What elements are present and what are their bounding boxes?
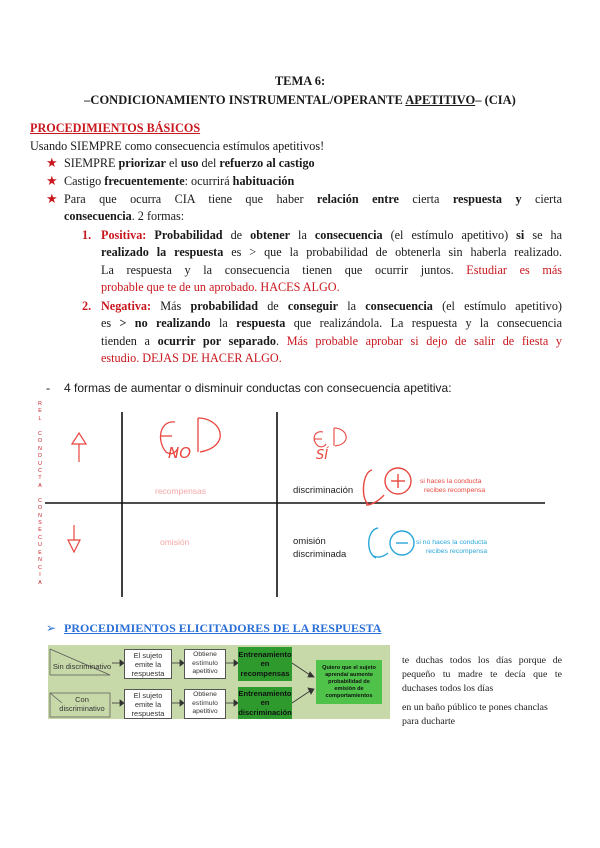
row1-box3: Entrenamiento en recompensas bbox=[238, 647, 292, 681]
note-plus-line-1: si haces la conducta bbox=[420, 478, 482, 485]
row1-label: Sin discriminativo bbox=[52, 661, 112, 671]
side-label-char: E bbox=[38, 527, 42, 534]
text-run: la bbox=[210, 316, 237, 331]
note-2-line: para ducharte bbox=[402, 715, 456, 727]
text-run: Más bbox=[151, 299, 191, 313]
text-run: la bbox=[338, 299, 366, 313]
text-run: probabilidad bbox=[190, 299, 258, 313]
text-run: refuerzo al castigo bbox=[219, 156, 315, 170]
dash-marker: - bbox=[46, 381, 51, 395]
note-1-line: te duchas todos los días porque de bbox=[402, 655, 562, 666]
note-1 bbox=[402, 654, 562, 695]
intro-text: Usando SIEMPRE como consecuencia estímulos apetitivos! bbox=[30, 139, 325, 153]
title-line-2-underlined: APETITIVO bbox=[405, 93, 476, 107]
row1-box2: Obtiene estímulo apetitivo bbox=[184, 649, 226, 679]
section-heading-basicos: PROCEDIMIENTOS BÁSICOS bbox=[30, 121, 201, 135]
diagram-heading: 4 formas de aumentar o disminuir conductas con consecuencia apetitiva: bbox=[64, 381, 452, 395]
text-run: > no realizando bbox=[119, 316, 211, 331]
note-2 bbox=[402, 701, 562, 729]
side-label-char: T bbox=[38, 475, 42, 482]
text-run: que realizándola. La respuesta y la consecuencia bbox=[285, 316, 563, 331]
side-label-char: U bbox=[38, 542, 42, 549]
side-label-char: A bbox=[38, 482, 42, 489]
text-run: Probabilidad bbox=[154, 228, 223, 242]
text-run: de bbox=[258, 299, 288, 313]
text-run: se ha bbox=[524, 228, 562, 242]
text-run: Positiva: bbox=[101, 228, 147, 242]
side-label-char: O bbox=[37, 438, 43, 445]
text-run: tienden a bbox=[101, 333, 158, 348]
quadrant-omision-disc-line-1: omisión bbox=[293, 536, 326, 547]
text-run: (el estímulo apetitivo) bbox=[382, 228, 517, 242]
side-label-char: C bbox=[38, 564, 42, 571]
star-icon: ★ bbox=[46, 173, 58, 188]
side-label-char: E bbox=[38, 408, 42, 415]
text-run: probable que te de un aprobado. HACES ALGO. bbox=[101, 280, 340, 295]
text-run: el bbox=[165, 156, 181, 170]
title-line-2-pre: –CONDICIONAMIENTO INSTRUMENTAL/OPERANTE bbox=[84, 93, 406, 107]
note-plus-line-2: recibes recompensa bbox=[424, 487, 486, 494]
text-run: habituación bbox=[232, 174, 295, 188]
quadrant-recompensas: recompensas bbox=[155, 486, 207, 496]
text-run: consecuencia bbox=[365, 299, 433, 313]
text-run: cierta bbox=[398, 192, 453, 206]
text-run: estudio. DEJAS DE HACER ALGO. bbox=[101, 351, 282, 366]
plus-circle-icon bbox=[363, 468, 411, 505]
star-icon: ★ bbox=[46, 155, 58, 170]
side-label-char: L bbox=[38, 415, 42, 422]
text-run: Más probable aprobar si dejo de salir de fiesta y bbox=[286, 333, 563, 348]
text-run: Para que ocurra CIA tiene que haber bbox=[64, 192, 317, 206]
item-2-number: 2. bbox=[82, 299, 92, 313]
note-plus bbox=[420, 477, 485, 495]
side-label-char: U bbox=[38, 460, 42, 467]
text-run: realizado bbox=[101, 245, 149, 260]
title-line-2-post: – (CIA) bbox=[475, 93, 516, 107]
section-heading-elicitadores: PROCEDIMIENTOS ELICITADORES DE LA RESPUESTA bbox=[64, 621, 382, 635]
side-label-char: N bbox=[38, 557, 42, 564]
text-run: respuesta y bbox=[452, 192, 522, 206]
text-run: (el estímulo apetitivo) bbox=[432, 299, 562, 313]
side-label-char: C bbox=[38, 534, 42, 541]
side-label-char: C bbox=[38, 430, 42, 437]
text-run: relación entre bbox=[316, 192, 399, 206]
note-minus-line-1: si no haces la conducta bbox=[416, 539, 488, 546]
text-run: La respuesta y la consecuencia tienen que ocurrir juntos. bbox=[101, 262, 467, 277]
row2-box2: Obtiene estímulo apetitivo bbox=[184, 689, 226, 719]
title-line-1: TEMA 6: bbox=[274, 74, 326, 88]
text-run: es bbox=[101, 316, 120, 331]
text-run: Estudiar es más bbox=[466, 262, 562, 277]
row2-label: Con discriminativo bbox=[59, 695, 105, 713]
side-label-char: S bbox=[38, 520, 42, 526]
text-run: de bbox=[222, 228, 251, 242]
side-label-char: C bbox=[38, 467, 42, 474]
text-run: consecuencia bbox=[64, 209, 132, 224]
side-label-char: A bbox=[38, 579, 42, 586]
text-run: si bbox=[516, 228, 525, 242]
note-minus bbox=[416, 538, 487, 556]
quadrant-omision-discriminada bbox=[293, 535, 346, 561]
hand-no-text: NO bbox=[168, 444, 192, 462]
note-minus-line-2: recibes recompensa bbox=[426, 548, 488, 555]
text-run: es > que la probabilidad de obtenerla sin haberla realizado. bbox=[223, 245, 562, 260]
text-run: conseguir bbox=[287, 299, 338, 313]
increase-arrow-icon bbox=[72, 433, 86, 462]
text-run: frecuentemente bbox=[104, 174, 185, 188]
text-run: : ocurrirá bbox=[184, 174, 233, 188]
text-run: consecuencia bbox=[314, 228, 383, 242]
note-2-line: en un baño público te pones chanclas bbox=[402, 702, 548, 713]
text-run: obtener bbox=[250, 228, 291, 242]
text-run: Castigo bbox=[64, 174, 105, 188]
side-label-char: O bbox=[37, 505, 43, 512]
side-label-char: D bbox=[38, 453, 42, 460]
minus-circle-icon bbox=[369, 528, 414, 558]
text-run: Negativa: bbox=[101, 299, 152, 313]
text-run: . bbox=[276, 333, 287, 348]
row1-box1: El sujeto emite la respuesta bbox=[124, 649, 172, 679]
quadrant-discriminacion: discriminación bbox=[293, 485, 354, 496]
star-icon: ★ bbox=[46, 191, 58, 206]
side-label-char: N bbox=[38, 445, 42, 452]
side-label-char: R bbox=[38, 401, 42, 407]
text-run: respuesta bbox=[236, 316, 286, 331]
row2-box1: El sujeto emite la respuesta bbox=[124, 689, 172, 719]
quadrant-omision: omisión bbox=[160, 537, 190, 547]
quadrant-omision-disc-line-2: discriminada bbox=[293, 549, 347, 560]
row2-box3: Entrenamiento en discriminación bbox=[238, 687, 292, 719]
text-run: la respuesta bbox=[156, 245, 224, 260]
text-run: SIEMPRE bbox=[64, 156, 119, 170]
text-run: ocurrir por separado bbox=[157, 333, 277, 348]
goal-box: Quiero que el sujeto aprenda/ aumente probabilidad de emisión de comportamientos bbox=[316, 660, 382, 704]
text-run: la bbox=[290, 228, 315, 242]
text-run: priorizar bbox=[118, 156, 166, 170]
side-label-char: I bbox=[39, 572, 41, 579]
note-1-line: duchases todos los días bbox=[402, 682, 494, 694]
text-run: . 2 formas: bbox=[131, 209, 185, 224]
text-run: del bbox=[198, 156, 220, 170]
note-1-line: pequeño tu madre te decía que te bbox=[402, 668, 562, 680]
side-label-char: N bbox=[38, 512, 42, 519]
side-label-char: E bbox=[38, 549, 42, 556]
side-label-char: C bbox=[38, 497, 42, 504]
hand-si-text: SÍ bbox=[316, 448, 329, 463]
item-1-number: 1. bbox=[82, 228, 92, 242]
arrow-bullet-icon: ➢ bbox=[46, 621, 57, 635]
text-run: cierta bbox=[521, 192, 563, 206]
text-run: uso bbox=[180, 156, 199, 170]
decrease-arrow-icon bbox=[68, 525, 80, 552]
